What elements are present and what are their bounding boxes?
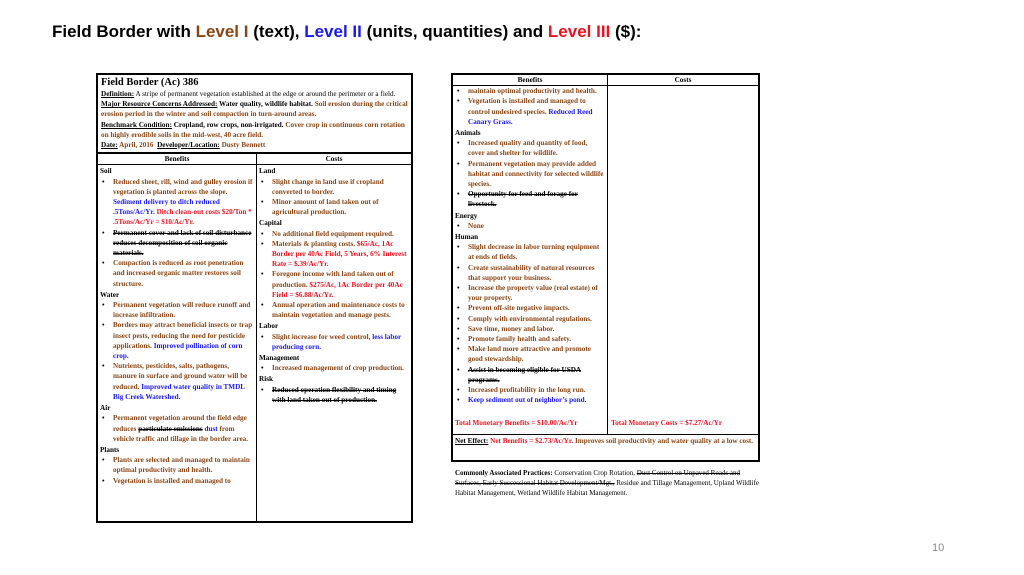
date-value: April, 2016 bbox=[117, 141, 154, 150]
net-effect-text: Improves soil productivity and water quality at a low cost. bbox=[573, 437, 754, 446]
list-item: • Nutrients, pesticides, salts, pathogens, manure in surface and ground water will be reduced. Improved water quality in TMDL Big Creek Watershed. bbox=[100, 361, 254, 402]
list-item: • Reduced sheet, rill, wind and gulley erosion if vegetation is planted across the slope. Sediment delivery to ditch reduced .5Tons/Ac/Yr. Ditch clean-out costs $20/Ton * .5Tons/Ac/Yr = $10/Ac/Yr. bbox=[100, 177, 254, 228]
list-item: • Promote family health and safety. bbox=[455, 334, 605, 344]
left-benefits-header: Benefits bbox=[164, 155, 190, 164]
list-item: • Increased profitability in the long run. bbox=[455, 385, 605, 395]
concerns-label: Major Resource Concerns Addressed: bbox=[101, 100, 218, 109]
water-list bbox=[100, 300, 254, 402]
capital-heading: Capital bbox=[259, 219, 282, 228]
left-grid bbox=[98, 165, 411, 523]
net-effect bbox=[453, 435, 758, 447]
list-item: • Annual operation and maintenance costs to maintain vegetation and manage pests. bbox=[259, 300, 409, 320]
list-item: • Opportunity for feed and forage for livestock. bbox=[455, 189, 605, 209]
title-end: ($): bbox=[610, 22, 642, 41]
land-heading: Land bbox=[259, 167, 276, 176]
net-benefits: Net Benefits = $2.73/Ac/Yr. bbox=[488, 437, 574, 446]
slide-title bbox=[52, 22, 641, 42]
concerns-brown: Soil erosion during the critical erosion period in the winter and soil compaction in turn-around areas. bbox=[101, 100, 408, 119]
soil-heading: Soil bbox=[100, 167, 112, 176]
total-monetary-costs: Total Monetary Costs = $7.27/Ac/Yr bbox=[611, 419, 723, 427]
associated-strike: Dust Control on Unpaved Roads and Surfaces, Early Successional Habitat Development/Mgt., bbox=[455, 469, 741, 487]
resource-concerns bbox=[101, 99, 408, 119]
energy-heading: Energy bbox=[455, 211, 478, 220]
title-mid-2: (units, quantities) and bbox=[361, 22, 548, 41]
list-item: • Vegetation is installed and managed to control undesired species. Reduced Reed Canary Grass. bbox=[455, 96, 605, 127]
right-costs-column bbox=[607, 86, 758, 434]
list-item: • Permanent cover and lack of soil disturbance reduces decomposition of soil organic materials. bbox=[100, 228, 254, 259]
definition bbox=[101, 89, 408, 99]
date-label: Date: bbox=[101, 141, 118, 150]
right-grid bbox=[453, 86, 758, 435]
air-heading: Air bbox=[100, 404, 111, 413]
associated-text-1: Conservation Crop Rotation, bbox=[552, 469, 637, 477]
list-item: • Keep sediment out of neighbor’s pond. bbox=[455, 395, 605, 405]
list-item: • Vegetation is installed and managed to bbox=[100, 476, 254, 486]
left-costs-column bbox=[256, 165, 411, 523]
practice-header bbox=[98, 75, 411, 154]
right-benefits-column bbox=[453, 86, 607, 434]
list-item: • Prevent off-site negative impacts. bbox=[455, 303, 605, 313]
list-item: • No additional field equipment required. bbox=[259, 229, 409, 239]
plants-list bbox=[100, 455, 254, 486]
benchmark-text: Cropland, row crops, non-irrigated. bbox=[171, 120, 284, 129]
list-item: • None bbox=[455, 221, 605, 231]
date-developer bbox=[101, 140, 408, 150]
practice-name: Field Border (Ac) 386 bbox=[101, 77, 199, 88]
page-number: 10 bbox=[932, 542, 945, 554]
list-item: • Permanent vegetation around the field edge reduces particulate emissions dust from vehicle traffic and tillage in the border area. bbox=[100, 413, 254, 444]
benchmark-label: Benchmark Condition: bbox=[101, 120, 172, 129]
management-list bbox=[259, 363, 409, 373]
list-item: • Assist in becoming eligible for USDA programs. bbox=[455, 365, 605, 385]
plants-heading: Plants bbox=[100, 445, 120, 454]
list-item: • Increased quality and quantity of food, cover and shelter for wildlife. bbox=[455, 138, 605, 158]
left-practice-sheet bbox=[96, 73, 413, 523]
total-monetary-benefits: Total Monetary Benefits = $10.00/Ac/Yr bbox=[455, 419, 578, 427]
list-item: • Materials & planting costs. $65/Ac, 1Ac Border per 40Ac Field, 5 Years, 6% Interest Rate = $.39/Ac/Yr. bbox=[259, 239, 409, 270]
list-item: • maintain optimal productivity and health. bbox=[455, 86, 605, 96]
human-list bbox=[455, 242, 605, 405]
benchmark bbox=[101, 120, 408, 140]
animals-list bbox=[455, 138, 605, 209]
air-list bbox=[100, 413, 254, 444]
water-heading: Water bbox=[100, 290, 120, 299]
labor-heading: Labor bbox=[259, 322, 279, 331]
list-item: • Reduced operation flexibility and timing with land taken out of production. bbox=[259, 385, 409, 405]
energy-list bbox=[455, 221, 605, 231]
list-item: • Foregone income with land taken out of production. $275/Ac, 1Ac Border per 40Ac Field = $6.88/Ac/Yr. bbox=[259, 269, 409, 300]
benchmark-brown: Cover crop in continuous corn rotation on highly erodible soils in the mid-west, 40 acre field. bbox=[101, 120, 405, 139]
title-level-2: Level II bbox=[304, 22, 362, 41]
list-item: • Save time, money and labor. bbox=[455, 324, 605, 334]
developer-value: Dusty Bennett bbox=[219, 141, 266, 150]
risk-heading: Risk bbox=[259, 375, 273, 384]
definition-label: Definition: bbox=[101, 90, 135, 98]
left-costs-header: Costs bbox=[256, 154, 411, 164]
associated-label: Commonly Associated Practices: bbox=[455, 469, 553, 477]
list-item: • Permanent vegetation will reduce runoff and increase infiltration. bbox=[100, 300, 254, 320]
associated-practices bbox=[455, 468, 761, 498]
title-level-1: Level I bbox=[195, 22, 249, 41]
labor-list bbox=[259, 332, 409, 352]
list-item: • Increased management of crop production. bbox=[259, 363, 409, 373]
soil-list bbox=[100, 177, 254, 289]
developer-label: Developer/Location: bbox=[157, 141, 220, 150]
associated-text-2: Residue and Tillage Management, Upland Wildlife Habitat Management, Wetland Wildlife Habitat Management. bbox=[455, 479, 760, 497]
list-item: • Make land more attractive and promote good stewardship. bbox=[455, 344, 605, 364]
list-item: • Create sustainability of natural resources that support your business. bbox=[455, 263, 605, 283]
management-heading: Management bbox=[259, 354, 300, 363]
list-item: • Permanent vegetation may provide added habitat and connectivity for selected wildlife species. bbox=[455, 159, 605, 190]
list-item: • Slight decrease in labor turning equipment at ends of fields. bbox=[455, 242, 605, 262]
list-item: • Plants are selected and managed to maintain optimal productivity and health. bbox=[100, 455, 254, 475]
net-effect-label: Net Effect: bbox=[455, 437, 489, 446]
right-practice-sheet bbox=[451, 73, 760, 462]
title-prefix: Field Border with bbox=[52, 22, 196, 41]
title-level-3: Level III bbox=[547, 22, 611, 41]
list-item: • Slight increase for weed control, less labor producing corn. bbox=[259, 332, 409, 352]
right-benefits-header: Benefits bbox=[517, 76, 543, 84]
definition-text: A stripe of permanent vegetation established at the edge or around the perimeter or a field. bbox=[134, 90, 396, 98]
list-item: • Compaction is reduced as root penetration and increased organic matter restores soil structure. bbox=[100, 258, 254, 289]
concerns-text: Water quality, wildlife habitat. bbox=[217, 100, 313, 109]
left-benefits-column bbox=[98, 165, 256, 523]
land-list bbox=[259, 177, 409, 218]
plants-continued-list bbox=[455, 86, 605, 127]
title-mid-1: (text), bbox=[248, 22, 305, 41]
list-item: • Comply with environmental regulations. bbox=[455, 314, 605, 324]
risk-list bbox=[259, 385, 409, 405]
list-item: • Increase the property value (real estate) of your property. bbox=[455, 283, 605, 303]
capital-list bbox=[259, 229, 409, 321]
list-item: • Slight change in land use if cropland converted to border. bbox=[259, 177, 409, 197]
right-costs-header: Costs bbox=[607, 75, 758, 85]
animals-heading: Animals bbox=[455, 129, 481, 138]
left-column-headers bbox=[98, 154, 411, 165]
list-item: • Borders may attract beneficial insects or trap insect pests, reducing the need for pesticide applications. Improved pollination of corn crop. bbox=[100, 320, 254, 361]
right-column-headers bbox=[453, 75, 758, 86]
list-item: • Minor amount of land taken out of agricultural production. bbox=[259, 197, 409, 217]
human-heading: Human bbox=[455, 233, 479, 242]
